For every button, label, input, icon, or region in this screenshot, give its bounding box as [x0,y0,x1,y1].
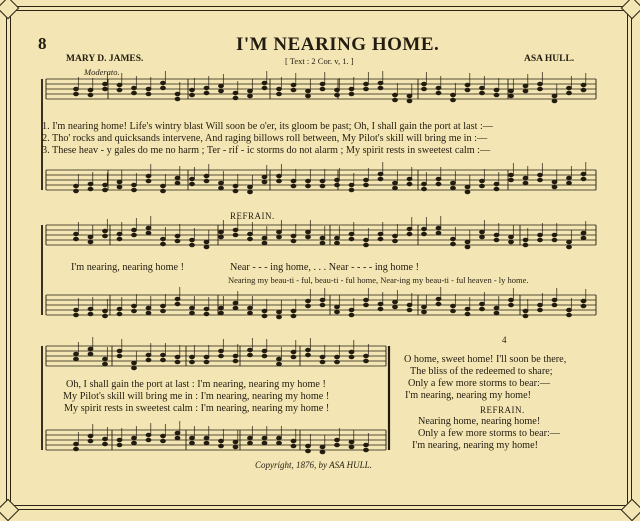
author-credit: MARY D. JAMES. [66,54,144,64]
note-group [74,337,369,370]
stanza-number: 4 [502,335,507,345]
system3-line-3: My spirit rests in sweetest calm : I'm nearing, nearing my home ! [64,403,330,414]
tempo-marking: Moderato. [84,67,120,77]
stanza4-refrain-label: REFRAIN. [480,405,525,415]
hymn-title: I'M NEARING HOME. [236,34,440,55]
note-group [74,162,586,194]
stanza4-line: O home, sweet home! I'll soon be there, [404,354,567,365]
refrain-label: REFRAIN. [230,211,275,221]
note-group [74,71,586,103]
copyright-notice: Copyright, 1876, by ASA HULL. [255,460,372,470]
composer-credit: ASA HULL. [524,54,575,64]
stanza4-line: The bliss of the redeemed to share; [410,366,553,377]
system3-line-2: My Pilot's skill will bring me in : I'm nearing, nearing my home ! [63,391,330,402]
system2-lyric: I'm nearing, nearing home ! [71,262,185,273]
stanza4-line: I'm nearing, nearing my home! [405,390,532,401]
verse-1: 1. I'm nearing home! Life's wintry blast Will soon be o'er, its gloom be past; Oh, I shall gain the port at last :— [42,121,493,132]
note-group [74,421,369,454]
page-number: 8 [38,34,47,53]
system3-line-1: Oh, I shall gain the port at last : I'm nearing, nearing my home ! [66,379,326,390]
scripture-reference: [ Text : 2 Cor. v, 1. ] [285,56,354,66]
refrain-lyric: Near - - - ing home, . . . Near - - - - ing home ! [230,262,419,273]
stanza4-refrain-line: Nearing home, nearing home! [418,416,541,427]
verse-3: 3. These heav - y gales do me no harm ; Ter - rif - ic storms do not alarm ; My spirit rests in sweetest calm :— [42,145,491,156]
stanza4-refrain-line: I'm nearing, nearing my home! [412,440,539,451]
stanza4-line: Only a few more storms to bear:— [408,378,551,389]
verse-2: 2. Tho' rocks and quicksands intervene, And raging billows roll between, My Pilot's skill will bring me in :— [42,133,488,144]
refrain-small-lyric: Nearing my beau-ti - ful, beau-ti - ful home, Near-ing my beau-ti - ful heaven - ly home. [228,275,529,285]
stanza4-refrain-line: Only a few more storms to bear:— [418,428,561,439]
